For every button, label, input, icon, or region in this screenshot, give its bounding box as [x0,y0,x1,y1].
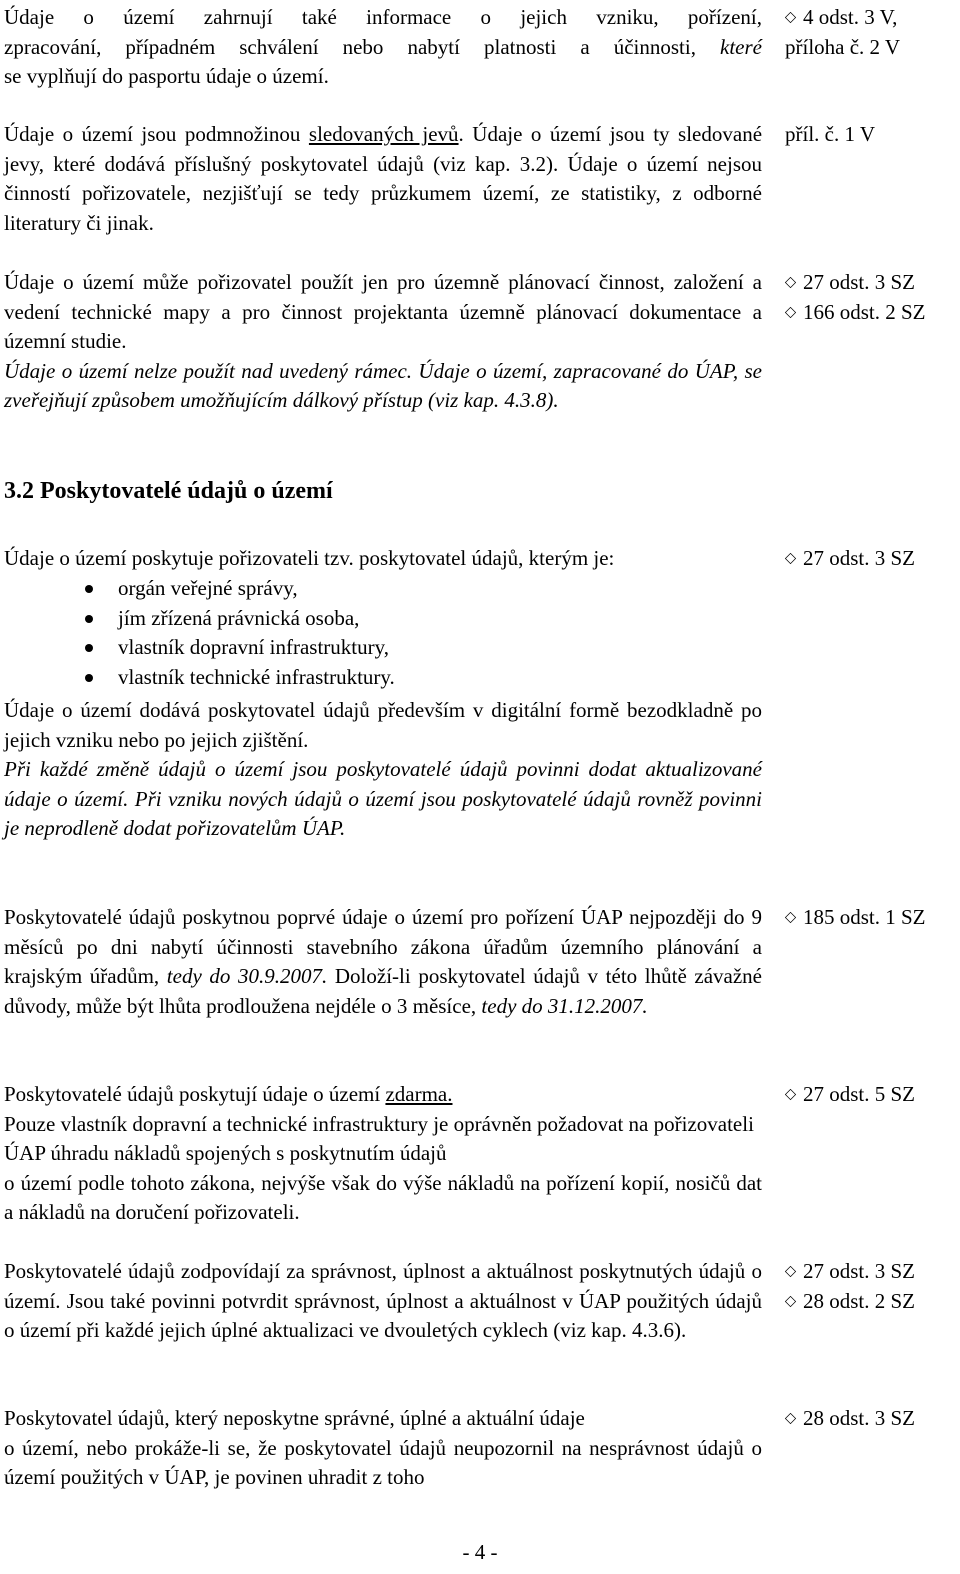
italic-text: které [720,34,762,59]
section-heading: 3.2 Poskytovatelé údajů o území [4,478,333,504]
paragraph-text: zpracování, případném schválení nebo nabytí platnosti a účinnosti, [4,34,721,59]
paragraph-text: Poskytovatelé údajů poskytují údaje o území [4,1082,386,1106]
list-item: jím zřízená právnická osoba, [4,604,395,634]
paragraph-line: Pouze vlastník dopravní a technické infrastruktury je oprávněn požadovat na pořizovateli ÚAP úhradu nákladů spojených s poskytnutím údajů [4,1111,754,1165]
paragraph-line: o území podle tohoto zákona, nejvýše však do výše nákladů na pořízení kopií, nosičů dat a nákladů na doručení pořizovateli. [4,1170,762,1224]
paragraph-free [4,1080,762,1228]
margin-reference [785,120,875,150]
margin-reference [785,903,926,933]
paragraph-data-info [4,3,762,92]
italic-text: tedy do 30.9.2007. [166,964,328,988]
reference-line: 28 odst. 3 SZ [785,1404,915,1434]
paragraph-text: . Údaje o území jsou ty sledované jevy, které dodává příslušný poskytovatel údajů (viz kap. 3.2). Údaje o území nejsou činností pořizovatele, nezjišťují se tedy průzkumem území, ze statistiky, z odborné literatury či jinak. [4,122,763,235]
paragraph-text: Doloží-li poskytovatel údajů v této lhůtě závažné důvody, může být lhůta prodloužena nejdéle o 3 měsíce, [4,964,762,1018]
paragraph-line [4,33,762,63]
paragraph-line: se vyplňují do pasportu údaje o území. [4,64,329,88]
paragraph-text: Údaje o území může pořizovatel použít jen pro územně plánovací činnost, založení a vedení technické mapy a pro činnost projektanta územně plánovací dokumentace a územní studie. [4,270,762,353]
paragraph-usage [4,268,762,416]
paragraph-line: Údaje o území zahrnují také informace o jejich vzniku, pořízení, [4,5,762,29]
margin-reference [785,1404,915,1434]
reference-line: 185 odst. 1 SZ [785,903,926,933]
paragraph-responsibility: Poskytovatelé údajů zodpovídají za správnost, úplnost a aktuálnost poskytnutých údajů o území. Jsou také povinni potvrdit správnost, úplnost a aktuálnost v ÚAP použitých údajů o území při každé jejich úplné aktualizaci ve dvouletých cyklech (viz kap. 4.3.6). [4,1259,762,1342]
reference-line: 27 odst. 3 SZ [785,544,915,574]
paragraph-penalty [4,1404,762,1493]
paragraph-deadline [4,903,762,1021]
italic-text: Údaje o území nelze použít nad uvedený rámec. Údaje o území, zapracované do ÚAP, se zveřejňují způsobem umožňujícím dálkový přístup (viz kap. 4.3.8). [4,358,762,412]
paragraph-line: o území, nebo prokáže-li se, že poskytovatel údajů neupozornil na nesprávnost údajů o území použitých v ÚAP, je povinen uhradit z toho [4,1435,762,1489]
reference-line: 27 odst. 3 SZ [785,1257,915,1287]
list-item: vlastník technické infrastruktury. [4,663,395,693]
tracked-phenomena-link[interactable]: sledovaných jevů [308,122,459,146]
margin-reference [785,1080,915,1110]
underlined-text: zdarma. [385,1082,453,1106]
reference-line: 28 odst. 2 SZ [785,1287,915,1317]
provider-list [4,574,395,692]
reference-line: 166 odst. 2 SZ [785,298,926,328]
paragraph-subset [4,120,762,238]
italic-text: tedy do 31.12.2007. [481,993,648,1018]
list-item: orgán veřejné správy, [4,574,395,604]
paragraph-digital: Údaje o území dodává poskytovatel údajů především v digitální formě bezodkladně po jejich vzniku nebo po jejich zjištění. [4,698,762,752]
paragraph-line [4,1080,762,1110]
page-number: - 4 - [462,1540,498,1564]
reference-line: 27 odst. 3 SZ [785,268,926,298]
paragraph-text: Poskytovatelé údajů poskytnou poprvé údaje o území pro pořízení ÚAP nejpozději do 9 měsíců po dni nabytí účinnosti stavebního zákona úřadům územního plánování a krajským úřadům, [4,905,762,988]
margin-reference [785,1257,915,1316]
list-item: vlastník dopravní infrastruktury, [4,633,395,663]
margin-reference [785,3,900,62]
paragraph-updates: Při každé změně údajů o území jsou poskytovatelé údajů povinni dodat aktualizované údaje o území. Při vzniku nových údajů o území jsou poskytovatelé údajů rovněž povinni je neprodleně dodat pořizovatelům ÚAP. [4,757,762,840]
reference-line: příloha č. 2 V [785,34,901,59]
reference-line: 27 odst. 5 SZ [785,1080,915,1110]
paragraph-providers: Údaje o území poskytuje pořizovateli tzv. poskytovatel údajů, kterým je: [4,546,615,570]
margin-reference [785,268,926,327]
margin-reference [785,544,915,574]
reference-line: 4 odst. 3 V, [785,3,900,33]
paragraph-text: Údaje o území jsou podmnožinou [4,122,309,146]
paragraph-line: Poskytovatel údajů, který neposkytne správné, úplné a aktuální údaje [4,1406,585,1430]
reference-line: příl. č. 1 V [785,122,876,146]
